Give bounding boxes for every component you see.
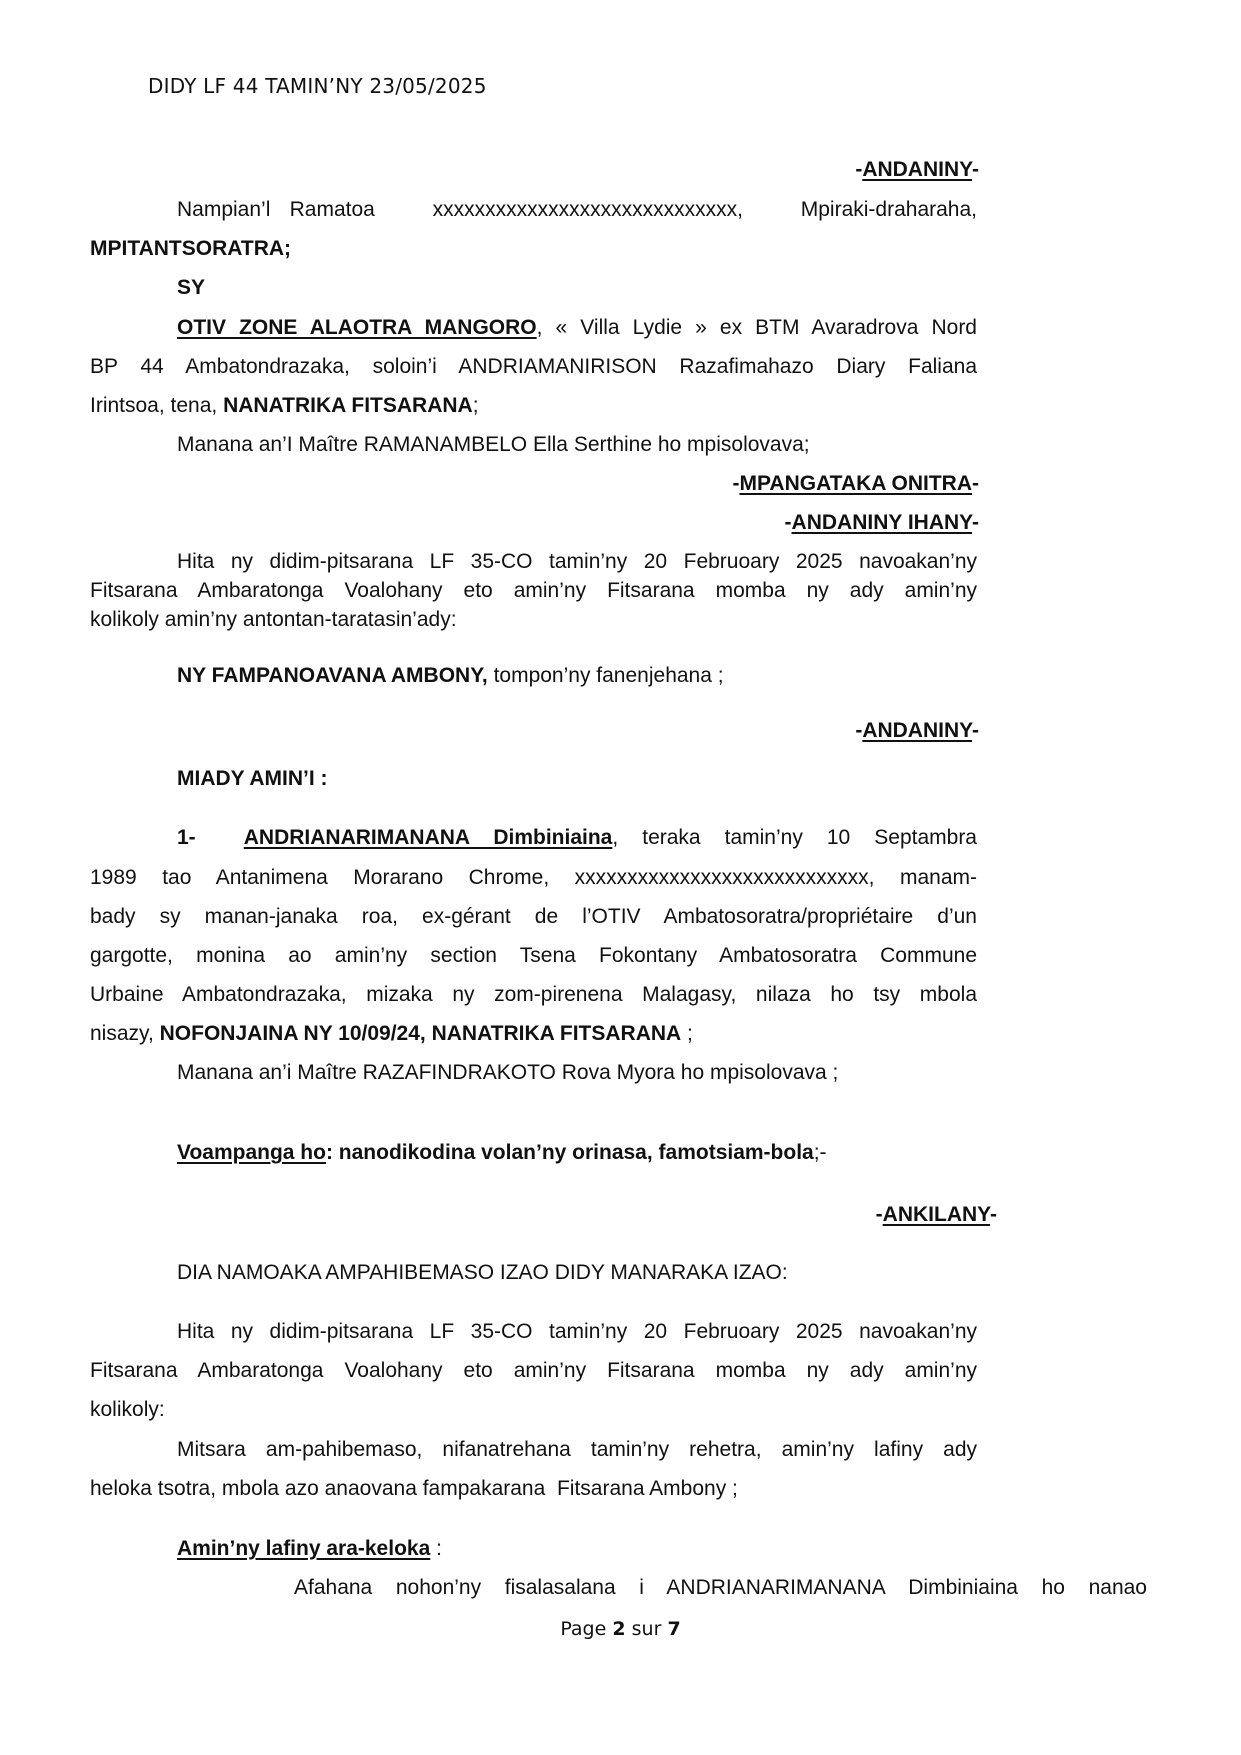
defendant-line-1: 1- ANDRIANARIMANANA Dimbiniaina, teraka tamin’ny 10 Septambra [177, 826, 977, 849]
hita-1-line-2: Fitsarana Ambaratonga Voalohany eto amin’ny Fitsarana momba ny ady amin’ny [90, 579, 977, 602]
hita-2-line-1: Hita ny didim-pitsarana LF 35-CO tamin’ny 20 Februoary 2025 navoakan’ny [177, 1320, 977, 1343]
page-total: 7 [667, 1618, 681, 1640]
document-header: DIDY LF 44 TAMIN’NY 23/05/2025 [148, 74, 487, 98]
section-andaniny-ihany: -ANDANINY IHANY- [784, 511, 979, 534]
section-andaniny-2: -ANDANINY- [855, 719, 979, 742]
defendant-line-6: nisazy, NOFONJAINA NY 10/09/24, NANATRIKA FITSARANA ; [90, 1022, 693, 1045]
hita-1-line-3: kolikoly amin’ny antontan-taratasin’ady: [90, 608, 457, 631]
defendant-line-4: gargotte, monina ao amin’ny section Tsena Fokontany Ambatosoratra Commune [90, 944, 977, 967]
lawyer-line-2: Manana an’i Maître RAZAFINDRAKOTO Rova Myora ho mpisolovava ; [177, 1061, 839, 1084]
bp-line: BP 44 Ambatondrazaka, soloin’i ANDRIAMANIRISON Razafimahazo Diary Faliana [90, 355, 977, 378]
mitsara-line-1: Mitsara am-pahibemaso, nifanatrehana tamin’ny rehetra, amin’ny lafiny ady [177, 1438, 977, 1461]
section-andaniny: -ANDANINY- [855, 158, 979, 181]
dia-namoaka-line: DIA NAMOAKA AMPAHIBEMASO IZAO DIDY MANARAKA IZAO: [177, 1261, 788, 1284]
hita-2-line-2: Fitsarana Ambaratonga Voalohany eto amin’ny Fitsarana momba ny ady amin’ny [90, 1359, 977, 1382]
lafiny-line: Amin’ny lafiny ara-keloka : [177, 1537, 442, 1560]
section-mpangataka: -MPANGATAKA ONITRA- [732, 472, 979, 495]
page-footer: Page 2 sur 7 [560, 1618, 681, 1640]
otiv-line: OTIV ZONE ALAOTRA MANGORO, « Villa Lydie » ex BTM Avaradrova Nord [177, 316, 977, 339]
andaniny-label: ANDANINY [862, 158, 972, 181]
hita-1-line-1: Hita ny didim-pitsarana LF 35-CO tamin’ny 20 Februoary 2025 navoakan’ny [177, 550, 977, 573]
otiv-name: OTIV ZONE ALAOTRA MANGORO [177, 316, 537, 339]
irintsoa-line: Irintsoa, tena, NANATRIKA FITSARANA; [90, 394, 479, 417]
claimant-line: Nampian’l Ramatoa xxxxxxxxxxxxxxxxxxxxxxxxxxxxx, Mpiraki-draharaha, [177, 198, 977, 221]
hita-2-line-3: kolikoly: [90, 1398, 165, 1421]
mitsara-line-2: heloka tsotra, mbola azo anaovana fampakarana Fitsarana Ambony ; [90, 1477, 738, 1500]
defendant-name: ANDRIANARIMANANA Dimbiniaina [243, 826, 613, 849]
page-number: 2 [612, 1618, 626, 1640]
fampanoavana-line: NY FAMPANOAVANA AMBONY, tompon’ny fanenjehana ; [177, 664, 724, 687]
nanatrika-label: NANATRIKA FITSARANA [223, 394, 473, 417]
role-mpitantsoratra: MPITANTSORATRA; [90, 237, 292, 260]
afahana-line: Afahana nohon’ny fisalasalana i ANDRIANARIMANANA Dimbiniaina ho nanao [294, 1576, 1147, 1599]
defendant-line-3: bady sy manan-janaka roa, ex-gérant de l’OTIV Ambatosoratra/propriétaire d’un [90, 905, 977, 928]
charges-line: Voampanga ho: nanodikodina volan’ny orinasa, famotsiam-bola;- [177, 1141, 827, 1164]
defendant-line-5: Urbaine Ambatondrazaka, mizaka ny zom-pirenena Malagasy, nilaza ho tsy mbola [90, 983, 977, 1006]
section-ankilany: -ANKILANY- [875, 1203, 997, 1226]
miady-label: MIADY AMIN’I : [177, 767, 328, 790]
redacted-name: xxxxxxxxxxxxxxxxxxxxxxxxxxxxx, [432, 198, 743, 221]
defendant-line-2: 1989 tao Antanimena Morarano Chrome, xxxxxxxxxxxxxxxxxxxxxxxxxxxx, manam- [90, 866, 977, 889]
lawyer-line-1: Manana an’I Maître RAMANAMBELO Ella Serthine ho mpisolovava; [177, 433, 810, 456]
sy-label: SY [177, 276, 206, 299]
